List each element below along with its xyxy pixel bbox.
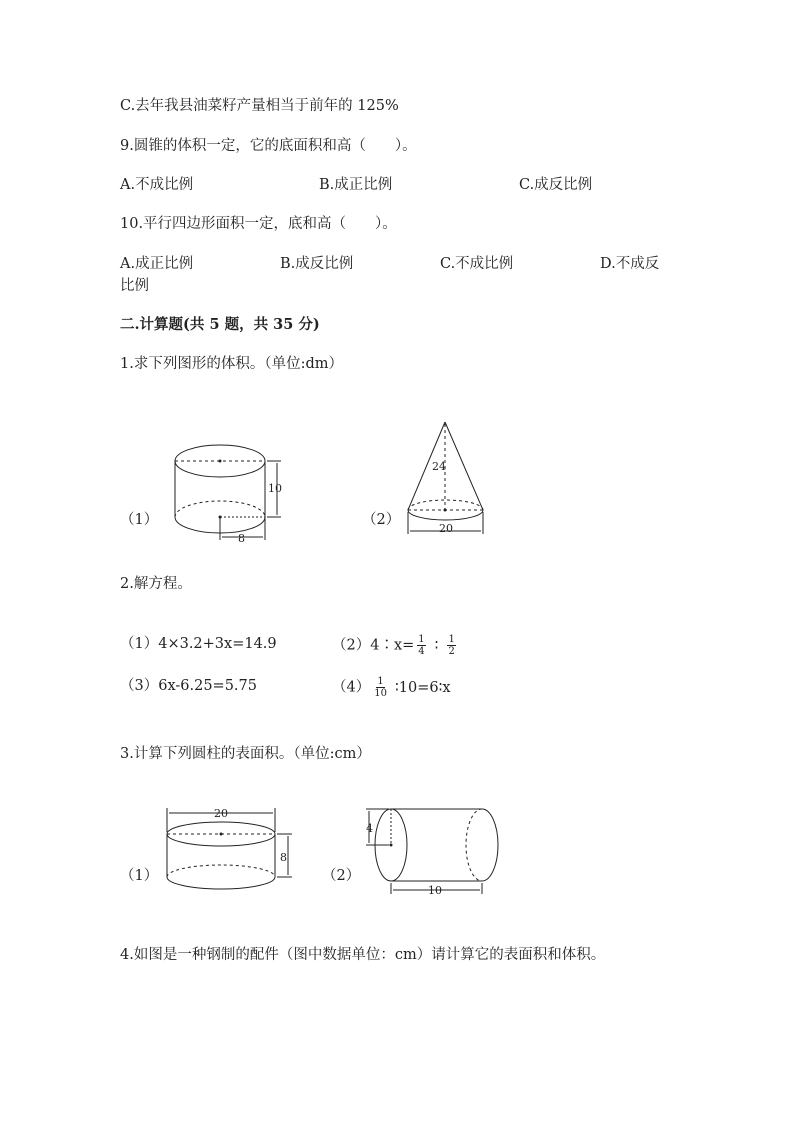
equation-1: （1）4×3.2+3x=14.9	[120, 636, 277, 652]
p3-fig1-label: （1）	[120, 868, 159, 884]
q9-option-a: A.不成比例	[120, 177, 194, 193]
eq4-suffix: ∶10=6∶x	[394, 679, 451, 696]
p1-fig1-label: （1）	[120, 512, 159, 528]
q8-option-c: C.去年我县油菜籽产量相当于前年的 125%	[120, 98, 399, 114]
eq2-f1-den: 4	[418, 646, 425, 657]
q10-option-d: D.不成反	[600, 256, 660, 272]
q10-option-c: C.不成比例	[440, 256, 514, 272]
q10-option-d-continued: 比例	[120, 278, 149, 294]
eq2-prefix: （2）4∶x=	[332, 637, 415, 654]
height-label: 10	[268, 482, 282, 495]
eq4-f-num: 1	[377, 676, 384, 687]
q9-option-b: B.成正比例	[319, 177, 393, 193]
q10-option-b: B.成反比例	[280, 256, 354, 272]
hcyl-length-label: 10	[428, 884, 442, 897]
problem-1-stem: 1.求下列图形的体积。（单位:dm）	[120, 356, 344, 372]
equation-3: （3）6x-6.25=5.75	[120, 678, 257, 694]
p3-fig2-label: （2）	[322, 868, 361, 884]
eq2-f1-num: 1	[418, 634, 425, 645]
cyl2-height-label: 8	[280, 851, 287, 864]
hcyl-right-front	[482, 809, 498, 881]
section-heading: 二.计算题(共 5 题，共 35 分)	[120, 316, 320, 333]
q9-option-c: C.成反比例	[519, 177, 593, 193]
radius-label: 8	[238, 532, 245, 545]
cyl2-diameter-label: 20	[214, 807, 228, 820]
problem-2-stem: 2.解方程。	[120, 576, 192, 592]
eq2-f2-den: 2	[448, 646, 455, 657]
eq4-prefix: （4）	[332, 679, 371, 696]
problem-3-stem: 3.计算下列圆柱的表面积。（单位:cm）	[120, 746, 371, 762]
hcyl-radius-label: 4	[366, 822, 373, 835]
eq2-f2-num: 1	[448, 634, 455, 645]
p1-fig2-label: （2）	[362, 512, 401, 528]
hcyl-right-back	[466, 809, 482, 881]
q9-stem: 9.圆锥的体积一定，它的底面积和高（ ）。	[120, 138, 417, 154]
problem-4-stem: 4.如图是一种钢制的配件（图中数据单位：cm）请计算它的表面积和体积。	[120, 947, 606, 963]
q10-option-a: A.成正比例	[120, 256, 194, 272]
cone-diameter-label: 20	[439, 522, 453, 535]
q10-stem: 10.平行四边形面积一定，底和高（ ）。	[120, 216, 397, 232]
cone-height-label: 24	[432, 460, 446, 473]
eq4-f-den: 10	[374, 688, 387, 699]
eq2-separator: ∶	[434, 637, 439, 654]
hcyl-center-dot	[390, 844, 393, 847]
